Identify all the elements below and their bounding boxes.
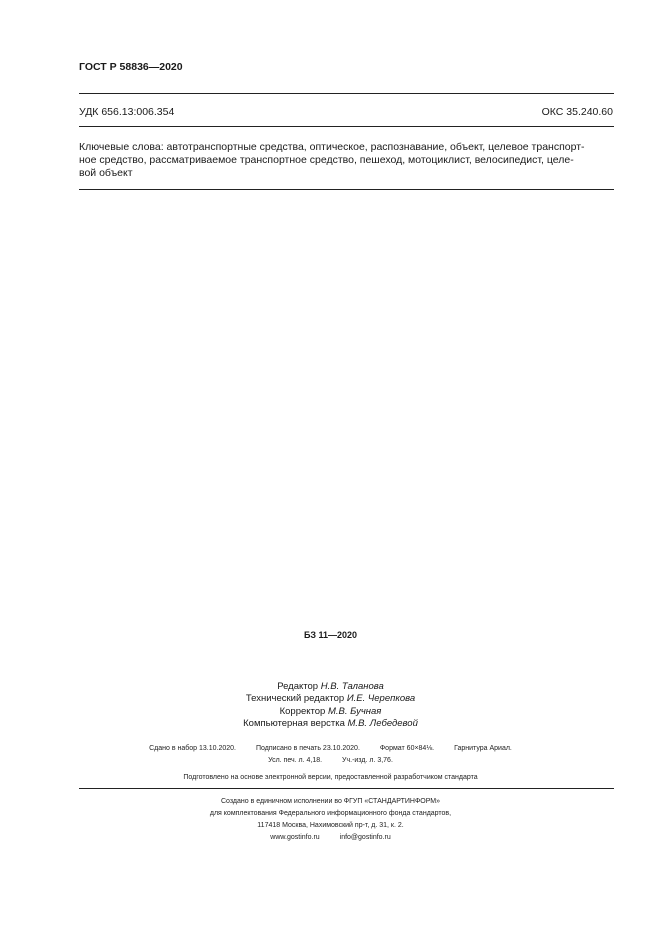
print-sheets: Усл. печ. л. 4,18. [268,757,323,764]
website-link[interactable]: www.gostinfo.ru [270,834,320,841]
keywords-block [79,141,614,180]
top-divider [79,93,614,94]
keywords-divider [79,189,614,190]
signed-date: Подписано в печать 23.10.2020. [255,745,360,752]
footer-address: 117418 Москва, Нахимовский пр-т, д. 31, к. 2. [257,822,404,829]
standard-code: ГОСТ Р 58836—2020 [79,61,183,73]
editor-label: Редактор [277,681,319,692]
sent-date: Сдано в набор 13.10.2020. [149,745,237,752]
oks-code: ОКС 35.240.60 [541,106,613,118]
classification-divider [79,126,614,127]
footer-divider [79,788,614,789]
layout-line [0,718,661,730]
bz-code: БЗ 11—2020 [303,630,358,640]
footer-block [0,796,661,844]
tech-editor-name: И.Е. Черепкова [346,693,416,705]
publication-row-1 [0,745,661,752]
layout-label: Компьютерная верстка [243,717,345,729]
keywords-line: ное средство, рассматриваемое транспортное средство, пешеход, мотоциклист, велосипедист, целе- [79,154,574,166]
keywords-line: Ключевые слова: автотранспортные средства, оптическое, распознавание, объект, целевое транспорт- [79,141,585,153]
footer-line: для комплектования Федерального информационного фонда стандартов, [209,810,452,817]
corrector-line [0,706,661,718]
corrector-name: М.В. Бучная [327,705,382,717]
layout-name: М.В. Лебедевой [347,717,418,729]
udk-code: УДК 656.13:006.354 [79,106,175,118]
editor-line [0,681,661,693]
tech-editor-line [0,693,661,705]
typeface: Гарнитура Ариал. [454,745,512,752]
corrector-label: Корректор [279,705,326,717]
tech-editor-label: Технический редактор [245,693,345,705]
publication-row-2 [0,757,661,764]
keywords-line: вой объект [79,167,133,179]
footer-line: Создано в единичном исполнении во ФГУП «СТАНДАРТИНФОРМ» [220,798,441,805]
editors-block [0,681,661,730]
footer-contacts [0,832,661,844]
format: Формат 60×84⅛. [379,745,435,752]
publication-sheets: Уч.-изд. л. 3,76. [342,757,393,764]
email-link[interactable]: info@gostinfo.ru [339,834,391,841]
prepared-note: Подготовлено на основе электронной версии, предоставленной разработчиком стандарта [183,774,478,781]
editor-name: Н.В. Таланова [320,681,384,692]
